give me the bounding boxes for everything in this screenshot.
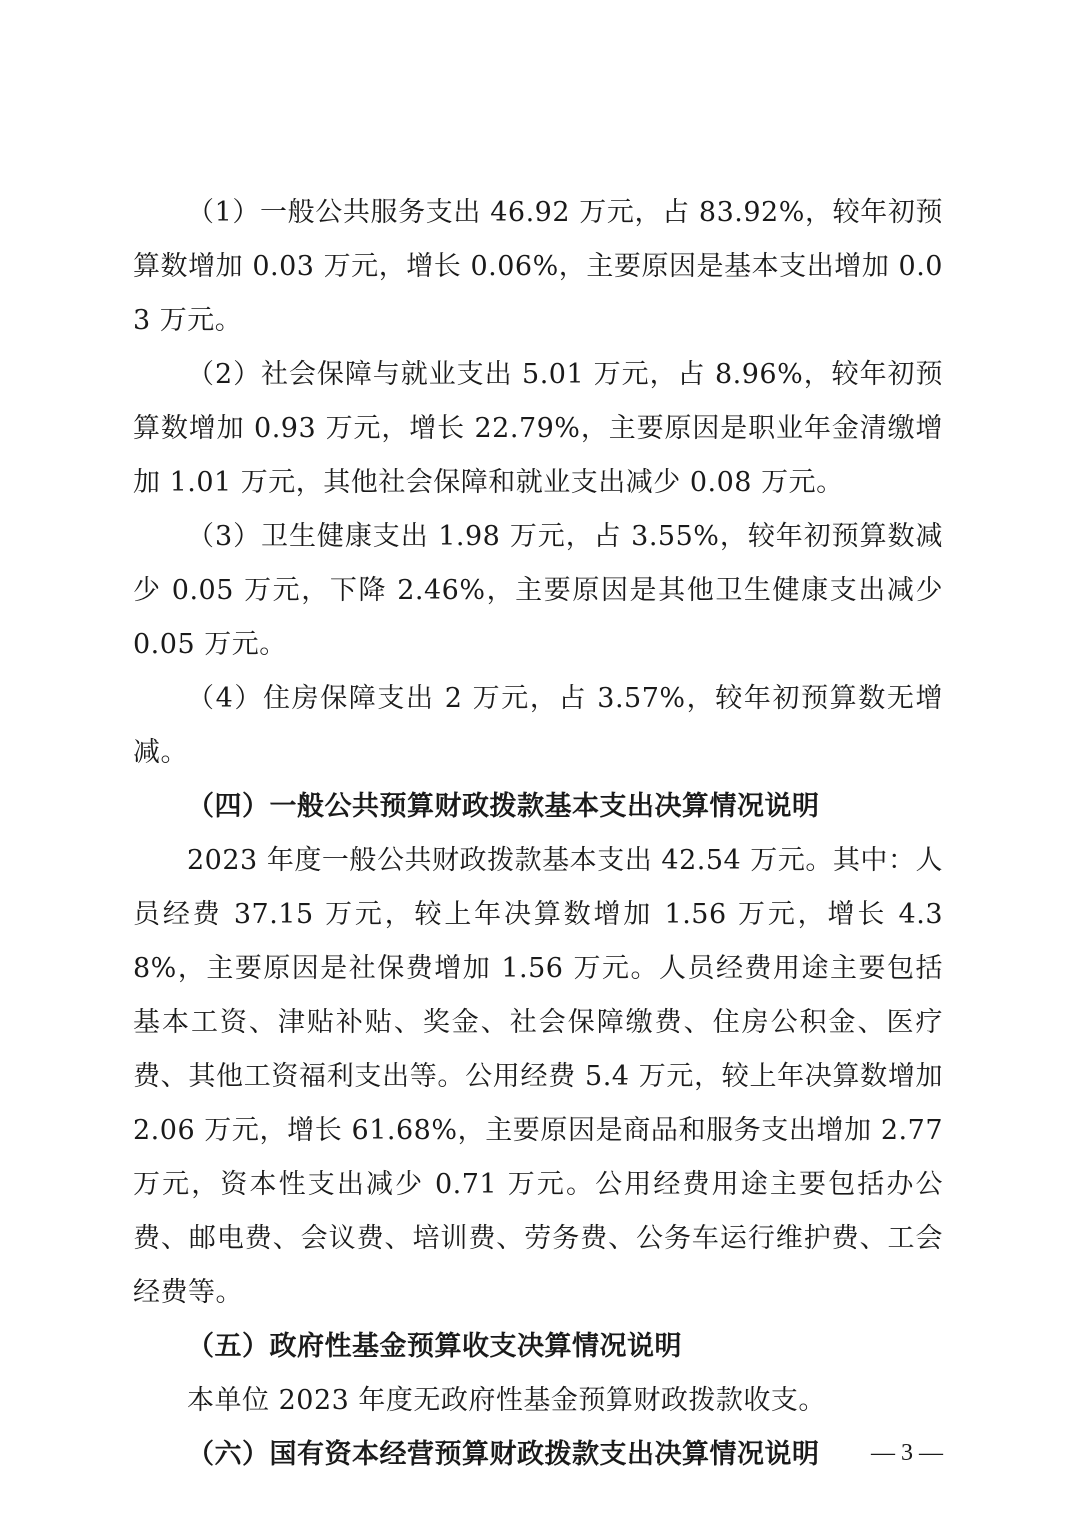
paragraph-housing: （4）住房保障支出 2 万元，占 3.57%，较年初预算数无增减。 (133, 683, 943, 768)
paragraph-basic-expenditure-detail: 2023 年度一般公共财政拨款基本支出 42.54 万元。其中：人员经费 37.15 万元，较上年决算数增加 1.56 万元，增长 4.38%，主要原因是社保费增加 1.56 万元。人员经费用途主要包括基本工资、津贴补贴、奖金、社会保障缴费、住房公积金、医疗费、其他工资福利支出等。公用经费 5.4 万元，较上年决算数增加 2.06 万元，增长 61.68%，主要原因是商品和服务支出增加 2.77 万元，资本性支出减少 0.71 万元。公用经费用途主要包括办公费、邮电费、会议费、培训费、劳务费、公务车运行维护费、工会经费等。 (133, 845, 943, 1308)
section-heading-government-fund: （五）政府性基金预算收支决算情况说明 (187, 1331, 682, 1362)
paragraph-general-public-services: （1）一般公共服务支出 46.92 万元，占 83.92%，较年初预算数增加 0.03 万元，增长 0.06%，主要原因是基本支出增加 0.03 万元。 (133, 197, 943, 336)
document-body (133, 186, 943, 1482)
section-heading-state-capital: （六）国有资本经营预算财政拨款支出决算情况说明 (187, 1439, 820, 1470)
paragraph-social-security-employment: （2）社会保障与就业支出 5.01 万元，占 8.96%，较年初预算数增加 0.93 万元，增长 22.79%，主要原因是职业年金清缴增加 1.01 万元，其他社会保障和就业支出减少 0.08 万元。 (133, 359, 943, 498)
page-number: — 3 — (871, 1440, 943, 1466)
paragraph-health: （3）卫生健康支出 1.98 万元，占 3.55%，较年初预算数减少 0.05 万元，下降 2.46%，主要原因是其他卫生健康支出减少 0.05 万元。 (133, 521, 943, 660)
section-heading-basic-expenditure: （四）一般公共预算财政拨款基本支出决算情况说明 (187, 791, 820, 822)
paragraph-government-fund: 本单位 2023 年度无政府性基金预算财政拨款收支。 (187, 1385, 826, 1416)
